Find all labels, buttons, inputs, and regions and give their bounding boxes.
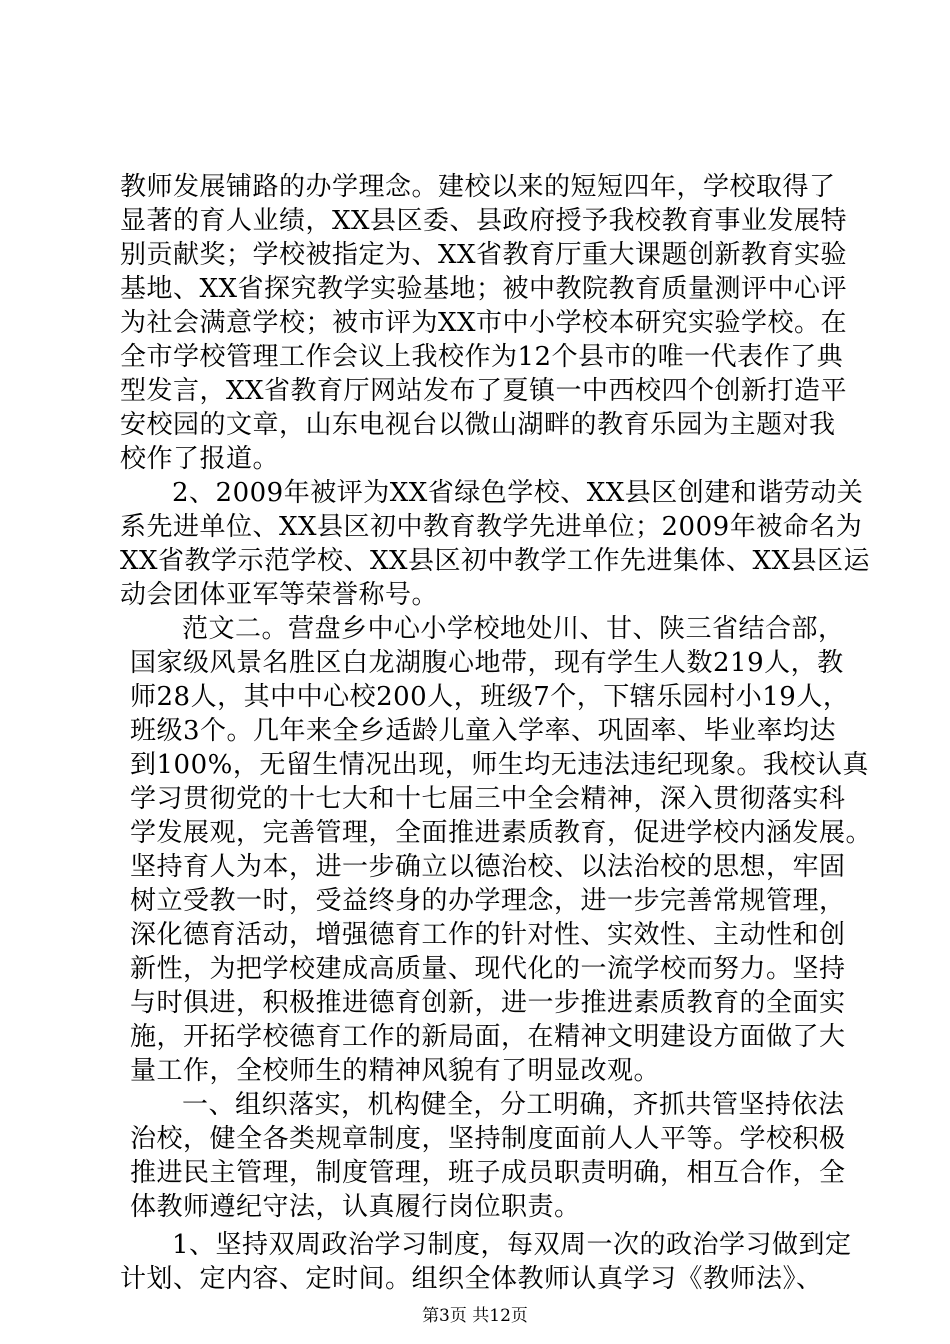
text-line: 体教师遵纪守法，认真履行岗位职责。	[130, 1192, 581, 1222]
text-line: 国家级风景名胜区白龙湖腹心地带，现有学生人数219人，教	[130, 648, 844, 678]
text-line: 学发展观，完善管理，全面推进素质教育，促进学校内涵发展。	[130, 818, 873, 848]
text-line: 全市学校管理工作会议上我校作为12个县市的唯一代表作了典	[120, 342, 844, 372]
text-line: 施，开拓学校德育工作的新局面，在精神文明建设方面做了大	[130, 1022, 846, 1052]
paragraph-first-line: 1、坚持双周政治学习制度，每双周一次的政治学习做到定	[172, 1230, 852, 1260]
text-line: 坚持育人为本，进一步确立以德治校、以法治校的思想，牢固	[130, 852, 846, 882]
text-line: 校作了报道。	[120, 444, 280, 474]
text-line: 计划、定内容、定时间。组织全体教师认真学习《教师法》、	[120, 1264, 823, 1294]
text-line: 学习贯彻党的十七大和十七届三中全会精神，深入贯彻落实科	[130, 784, 846, 814]
paragraph-first-line: 一、组织落实，机构健全，分工明确，齐抓共管坚持依法	[182, 1090, 845, 1120]
text-line: 深化德育活动，增强德育工作的针对性、实效性、主动性和创	[130, 920, 846, 950]
text-line: 到100%，无留生情况出现，师生均无违法违纪现象。我校认真	[130, 750, 869, 780]
text-line: 显著的育人业绩，XX县区委、县政府授予我校教育事业发展特	[120, 206, 848, 236]
text-line: 新性，为把学校建成高质量、现代化的一流学校而努力。坚持	[130, 954, 846, 984]
text-line: 树立受教一时，受益终身的办学理念，进一步完善常规管理，	[130, 886, 846, 916]
page-footer: 第3页 共12页	[422, 1306, 528, 1326]
text-line: 班级3个。几年来全乡适龄儿童入学率、巩固率、毕业率均达	[130, 716, 837, 746]
text-line: 为社会满意学校；被市评为XX市中小学校本研究实验学校。在	[120, 308, 848, 338]
text-line: 系先进单位、XX县区初中教育教学先进单位；2009年被命名为	[120, 512, 863, 542]
text-line: 与时俱进，积极推进德育创新，进一步推进素质教育的全面实	[130, 988, 846, 1018]
text-line: 推进民主管理，制度管理，班子成员职责明确，相互合作，全	[130, 1158, 846, 1188]
text-line: 教师发展铺路的办学理念。建校以来的短短四年，学校取得了	[120, 172, 836, 202]
paragraph-first-line: 范文二。营盘乡中心小学校地处川、甘、陕三省结合部，	[182, 614, 845, 644]
text-line: XX省教学示范学校、XX县区初中教学工作先进集体、XX县区运	[120, 546, 871, 576]
text-line: 量工作，全校师生的精神风貌有了明显改观。	[130, 1056, 661, 1086]
paragraph-first-line: 2、2009年被评为XX省绿色学校、XX县区创建和谐劳动关	[172, 478, 864, 508]
text-line: 师28人，其中中心校200人，班级7个，下辖乐园村小19人，	[130, 682, 850, 712]
text-line: 治校，健全各类规章制度，坚持制度面前人人平等。学校积极	[130, 1124, 846, 1154]
text-line: 型发言，XX省教育厅网站发布了夏镇一中西校四个创新打造平	[120, 376, 848, 406]
text-line: 动会团体亚军等荣誉称号。	[120, 580, 439, 610]
text-line: 别贡献奖；学校被指定为、XX省教育厅重大课题创新教育实验	[120, 240, 848, 270]
text-line: 基地、XX省探究教学实验基地；被中教院教育质量测评中心评	[120, 274, 848, 304]
text-line: 安校园的文章，山东电视台以微山湖畔的教育乐园为主题对我	[120, 410, 836, 440]
